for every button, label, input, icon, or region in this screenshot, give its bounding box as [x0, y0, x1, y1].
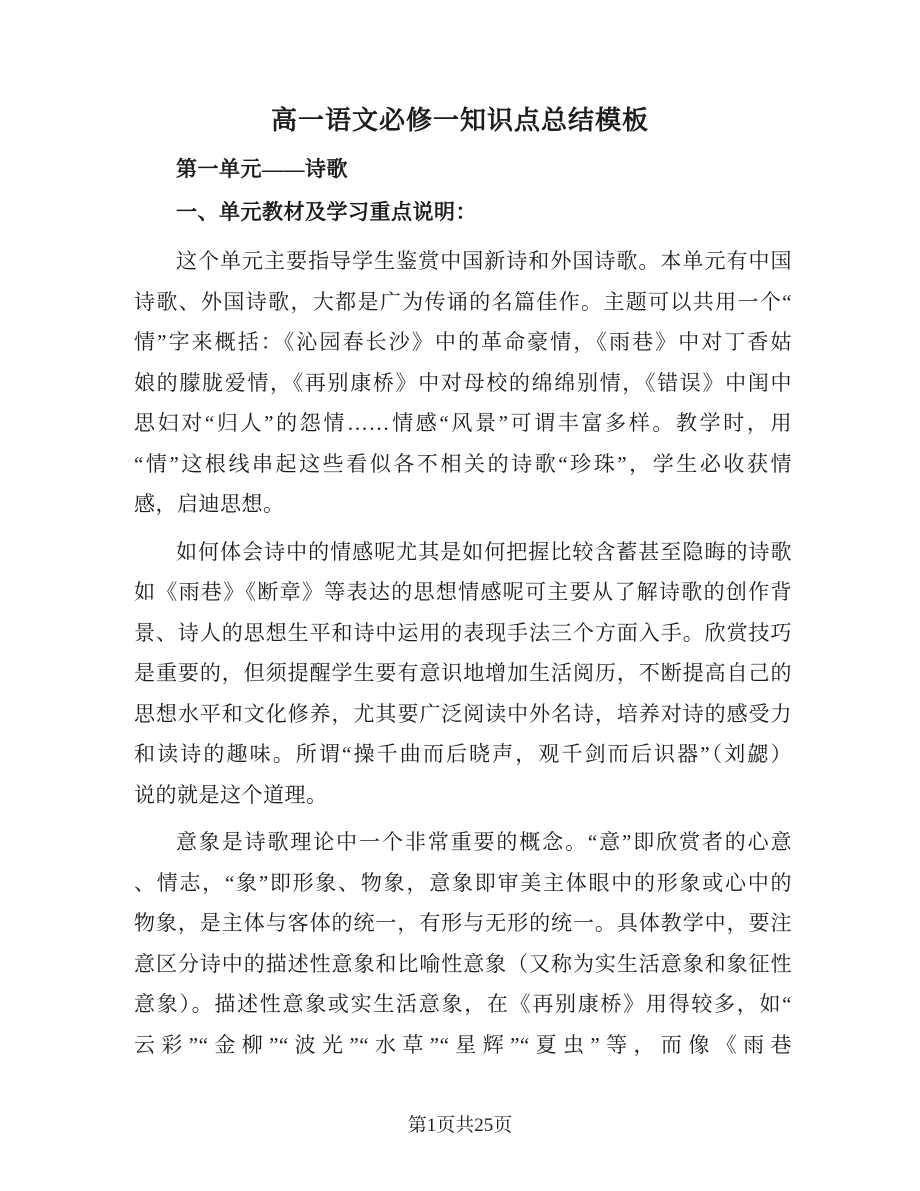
text-line: 如《雨巷》《断章》等表达的思想情感呢可主要从了解诗歌的创作背 — [134, 580, 792, 604]
page-footer — [0, 1110, 920, 1137]
text-line: 思想水平和文化修养，尤其要广泛阅读中外名诗，培养对诗的感受力 — [134, 701, 792, 726]
text-line: 这个单元主要指导学生鉴赏中国新诗和外国诗歌。本单元有中国 — [176, 249, 792, 273]
text-line: 如何体会诗中的情感呢尤其是如何把握比较含蓄甚至隐晦的诗歌 — [176, 539, 792, 564]
text-line: 、情志，“象”即形象、物象，意象即审美主体眼中的形象或心中的 — [134, 870, 792, 895]
text-line: 说的就是这个道理。 — [134, 782, 328, 807]
text-line: 意区分诗中的描述性意象和比喻性意象（又称为实生活意象和象征性 — [134, 951, 792, 976]
text-line: “情”这根线串起这些看似各不相关的诗歌“珍珠”，学生必收获情 — [134, 451, 792, 476]
document-title: 高一语文必修一知识点总结模板 — [270, 106, 649, 135]
section-heading: 第一单元——诗歌 — [176, 157, 348, 181]
text-line: 景、诗人的思想生平和诗中运用的表现手法三个方面入手。欣赏技巧 — [134, 620, 792, 645]
text-line: 思妇对“归人”的怨情……情感“风景”可谓丰富多样。教学时，用 — [134, 411, 792, 435]
text-line: 情”字来概括：《沁园春长沙》中的革命豪情，《雨巷》中对丁香姑 — [134, 330, 792, 354]
text-line: 意象是诗歌理论中一个非常重要的概念。“意”即欣赏者的心意 — [176, 830, 792, 854]
section-heading: 一、单元教材及学习重点说明： — [176, 200, 477, 224]
text-line: 物象，是主体与客体的统一，有形与无形的统一。具体教学中，要注 — [134, 911, 792, 935]
text-line: 娘的朦胧爱情，《再别康桥》中对母校的绵绵别情，《错误》中闺中 — [134, 370, 792, 395]
text-line: 和读诗的趣味。所谓“操千曲而后晓声，观千剑而后识器”（刘勰） — [134, 742, 792, 766]
text-line: 意象）。描述性意象或实生活意象，在《再别康桥》用得较多，如“ — [134, 992, 792, 1016]
text-line: 诗歌、外国诗歌，大都是广为传诵的名篇佳作。主题可以共用一个“ — [134, 289, 792, 314]
text-line: 感，启迪思想。 — [134, 492, 285, 516]
page-number-label: 第1页共25页 — [407, 1115, 513, 1136]
text-line: 是重要的，但须提醒学生要有意识地增加生活阅历，不断提高自己的 — [134, 661, 792, 685]
text-line: 云彩”“金柳”“波光”“水草”“星辉”“夏虫”等，而像《雨巷 — [134, 1032, 792, 1057]
document-body — [134, 148, 792, 1065]
